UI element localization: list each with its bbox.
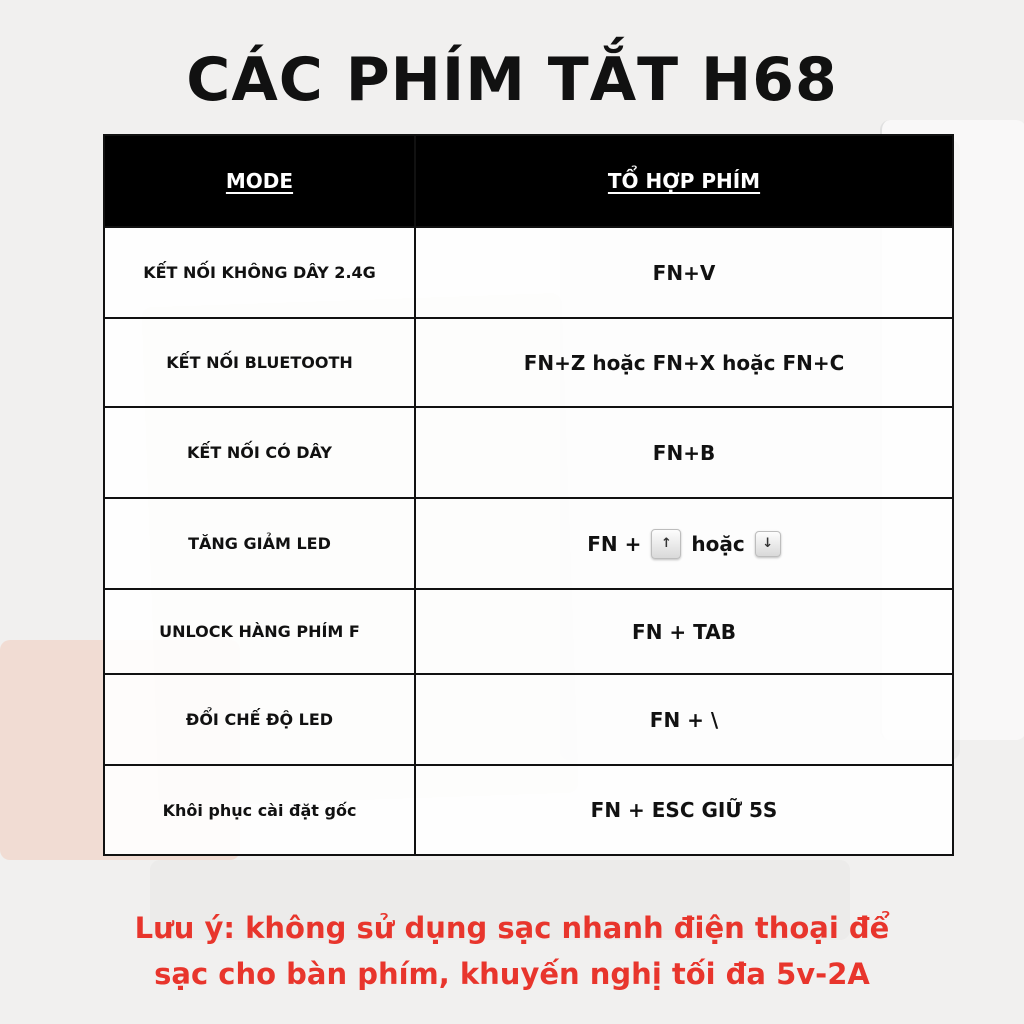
row-combo-wired: FN+B [415, 407, 953, 498]
table-row [104, 407, 953, 498]
row-combo-wireless: FN+V [415, 227, 953, 318]
row-combo-factory-reset: FN + ESC GIỮ 5S [415, 765, 953, 855]
row-combo-led-brightness [415, 498, 953, 589]
shortcut-table [103, 134, 954, 856]
row-combo-bluetooth: FN+Z hoặc FN+X hoặc FN+C [415, 318, 953, 407]
page-title: CÁC PHÍM TẮT H68 [186, 45, 838, 115]
row-mode-unlock-f: UNLOCK HÀNG PHÍM F [104, 589, 415, 674]
row-mode-wireless: KẾT NỐI KHÔNG DÂY 2.4G [104, 227, 415, 318]
header-mode: MODE [104, 135, 415, 227]
row-mode-led-mode: ĐỔI CHẾ ĐỘ LED [104, 674, 415, 765]
row-mode-led-brightness: TĂNG GIẢM LED [104, 498, 415, 589]
table-row [104, 318, 953, 407]
table-row [104, 498, 953, 589]
table-row [104, 227, 953, 318]
led-combo-group [587, 529, 780, 559]
row-combo-unlock-f: FN + TAB [415, 589, 953, 674]
warning-note-line2: sạc cho bàn phím, khuyến nghị tối đa 5v-2A [154, 957, 870, 991]
arrow-down-key-icon: ↓ [755, 531, 781, 557]
row-combo-led-mode: FN + \ [415, 674, 953, 765]
table-row [104, 589, 953, 674]
table-header-row [104, 135, 953, 227]
led-combo-joiner: hoặc [691, 531, 745, 556]
table-row [104, 765, 953, 855]
table-row [104, 674, 953, 765]
arrow-up-key-icon: ↑ [651, 529, 681, 559]
row-mode-bluetooth: KẾT NỐI BLUETOOTH [104, 318, 415, 407]
warning-note [0, 905, 1024, 997]
header-combo: TỔ HỢP PHÍM [415, 135, 953, 227]
row-mode-wired: KẾT NỐI CÓ DÂY [104, 407, 415, 498]
row-mode-factory-reset: Khôi phục cài đặt gốc [104, 765, 415, 855]
led-combo-prefix: FN + [587, 531, 642, 556]
warning-note-line1: Lưu ý: không sử dụng sạc nhanh điện thoại để [134, 911, 890, 945]
